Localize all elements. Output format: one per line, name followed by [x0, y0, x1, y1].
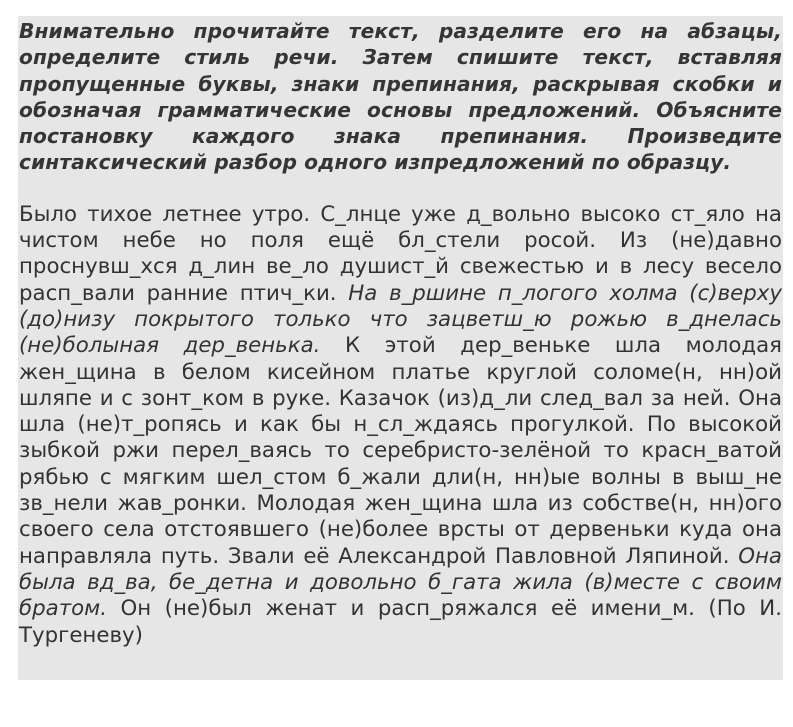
text-panel	[18, 16, 783, 680]
passage-sentence-1: Было тихое летнее утро. С_лнце уже д_вольно высоко ст_яло на чистом небе но поля ещё бл_стели росой. Из (не)давно проснувш_хся д_лин ве_ло душист_й свежестью и в лесу весело расп_вали ранние птич_ки.	[19, 201, 782, 306]
task-instructions: Внимательно прочитайте текст, разделите его на абзацы, определите стиль речи. Затем спишите текст, вставляя пропущенные буквы, знаки препинания, раскрывая скобки и обозначая грамматические основы предложений. Объясните постановку каждого знака препинания. Произведите синтаксический разбор одного изпредложений по образцу.	[19, 19, 782, 175]
passage-text	[19, 202, 782, 649]
paragraph-gap	[19, 176, 782, 202]
passage-italic-sentence-2: Она была вд_ва, бе_детна и довольно б_гата жила (в)месте с своим братом.	[19, 543, 782, 622]
passage-sentence-3: К этой дер_веньке шла молодая жен_щина в белом кисейном платье круглой соломе(н, нн)ой шляпе и с зонт_ком в руке. Казачок (из)д_ли след_вал за ней. Она шла (не)т_ропясь и как бы н_сл_ждаясь прогулкой. По высокой зыбкой ржи перел_ваясь то серебристо-зелёной то красн_ватой рябью с мягким шел_стом б_жали дли(н, нн)ые волны в выш_не зв_нели жав_ронки. Молодая жен_щина шла из собстве(н, нн)ого своего села отстоявшего (не)более врсты от дервеньки куда она направляла путь. Звали её Александрой Павловной Ляпиной.	[19, 333, 782, 569]
passage-sentence-5: Он (не)был женат и расп_ряжался её имени_м. (По И. Тургеневу)	[19, 596, 782, 648]
passage-italic-sentence-1: На в_ршине п_логого холма (с)верху (до)низу покрытого только что зацветш_ю рожью в_днелась (не)болыная дер_венька.	[19, 280, 783, 359]
